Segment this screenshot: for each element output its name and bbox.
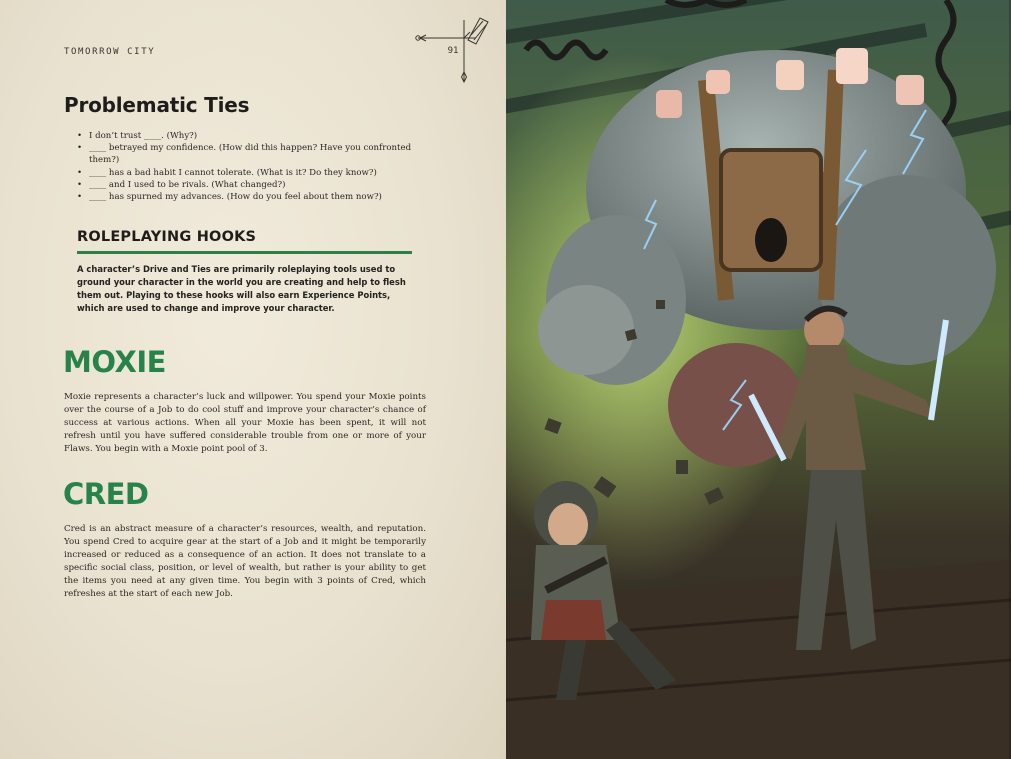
problematic-ties-heading: Problematic Ties bbox=[64, 93, 250, 117]
robot-battle-illustration bbox=[506, 0, 1011, 759]
cred-text: Cred is an abstract measure of a character’s resources, wealth, and reputation. You spend Cred to acquire gear at the start of a Job and it might be temporarily increased or reduced as a consequence of an action. It does not translate to a specific social class, position, or level of wealth, but rather is your ability to get the items you need at any given time. You begin with 3 points of Cred, which refreshes at the start of each new Job. bbox=[64, 524, 426, 599]
list-item: • ____ betrayed my confidence. (How did this happen? Have you confronted them?) bbox=[75, 142, 420, 166]
problematic-ties-list bbox=[75, 130, 420, 203]
moxie-heading: MOXIE bbox=[63, 345, 166, 379]
list-item: • ____ has a bad habit I cannot tolerate. (What is it? Do they know?) bbox=[75, 167, 420, 179]
list-item: • ____ and I used to be rivals. (What changed?) bbox=[75, 179, 420, 191]
roleplaying-hooks-text: A character’s Drive and Ties are primarily roleplaying tools used to ground your character in the world you are creating and help to flesh them out. Playing to these hooks will also earn Experience Points, which are used to change and improve your character. bbox=[77, 264, 406, 313]
moxie-text: Moxie represents a character’s luck and willpower. You spend your Moxie points over the course of a Job to do cool stuff and improve your character’s chance of success at various actions. When all your Moxie has been spent, it will not refresh until you have suffered considerable trouble from one or more of your Flaws. You begin with a Moxie point pool of 3. bbox=[64, 392, 426, 454]
list-item: • I don’t trust ____. (Why?) bbox=[75, 130, 420, 142]
page-number: 91 bbox=[447, 46, 459, 56]
right-page bbox=[506, 0, 1011, 759]
running-head: TOMORROW CITY bbox=[64, 47, 156, 57]
roleplaying-hooks-heading: ROLEPLAYING HOOKS bbox=[77, 229, 257, 245]
cred-heading: CRED bbox=[63, 477, 149, 511]
section-divider bbox=[77, 251, 412, 254]
list-item: • ____ has spurned my advances. (How do you feel about them now?) bbox=[75, 191, 420, 203]
